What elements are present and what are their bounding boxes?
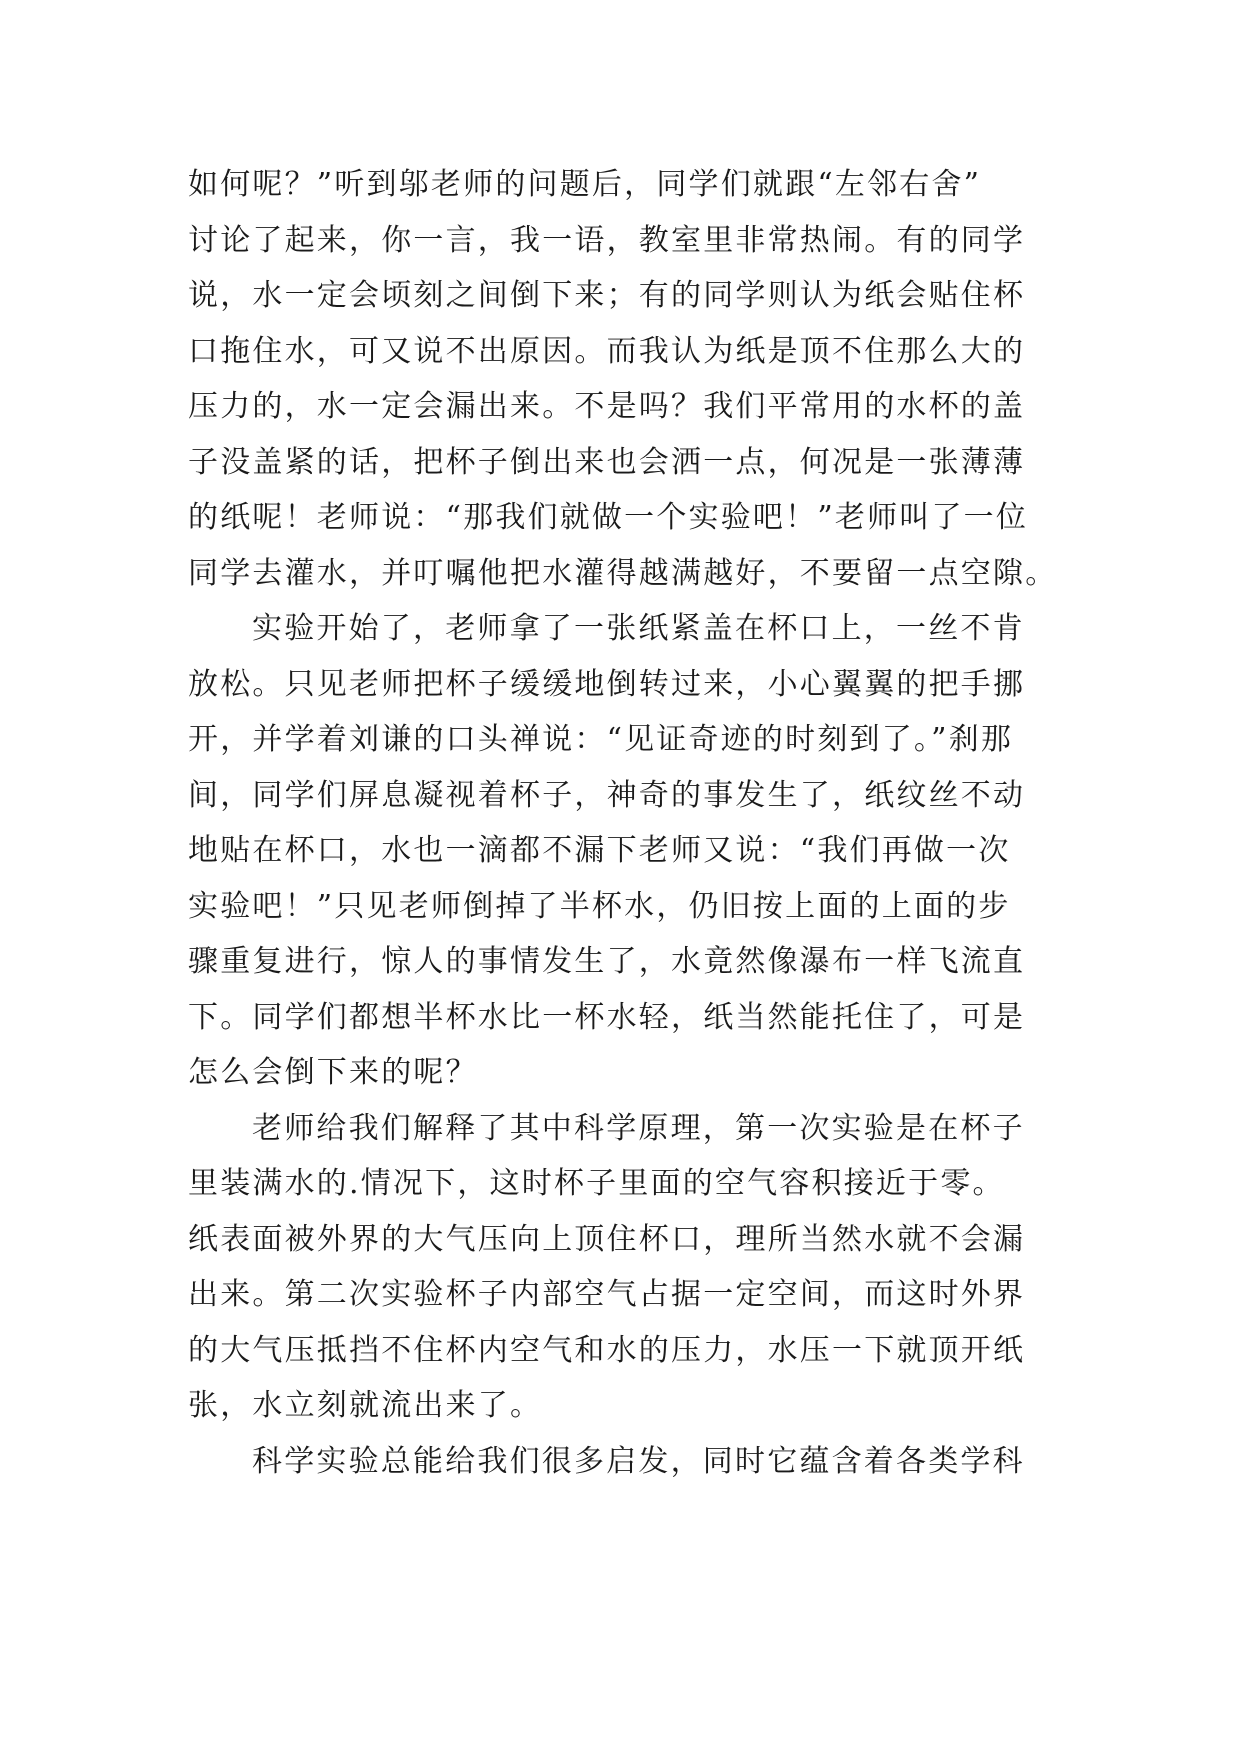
text-line: 开，并学着刘谦的口头禅说：“见证奇迹的时刻到了。”刹那 bbox=[188, 722, 1014, 757]
text-line: 的纸呢！老师说：“那我们就做一个实验吧！”老师叫了一位 bbox=[188, 500, 1029, 535]
text-line: 间，同学们屏息凝视着杯子，神奇的事发生了，纸纹丝不动 bbox=[188, 777, 1026, 813]
text-line: 出来。第二次实验杯子内部空气占据一定空间，而这时外界 bbox=[188, 1277, 1026, 1312]
paragraph-start-line: 老师给我们解释了其中科学原理，第一次实验是在杯子 bbox=[252, 1110, 1025, 1146]
text-line: 子没盖紧的话，把杯子倒出来也会洒一点，何况是一张薄薄 bbox=[188, 444, 1026, 480]
text-line: 地贴在杯口，水也一滴都不漏下老师又说：“我们再做一次 bbox=[188, 833, 1011, 868]
text-line: 里装满水的.情况下，这时杯子里面的空气容积接近于零。 bbox=[188, 1166, 1005, 1201]
text-line: 纸表面被外界的大气压向上顶住杯口，理所当然水就不会漏 bbox=[188, 1221, 1026, 1257]
text-line: 实验吧！”只见老师倒掉了半杯水，仍旧按上面的上面的步 bbox=[188, 888, 1011, 924]
text-line: 如何呢？”听到邬老师的问题后，同学们就跟“左邻右舍” bbox=[188, 167, 982, 202]
text-line: 同学去灌水，并叮嘱他把水灌得越满越好，不要留一点空隙。 bbox=[188, 555, 1058, 591]
text-line: 的大气压抵挡不住杯内空气和水的压力，水压一下就顶开纸 bbox=[188, 1332, 1026, 1368]
text-line: 骤重复进行，惊人的事情发生了，水竟然像瀑布一样飞流直 bbox=[188, 944, 1026, 979]
text-line: 讨论了起来，你一言，我一语，教室里非常热闹。有的同学 bbox=[188, 222, 1026, 258]
text-line: 口拖住水，可又说不出原因。而我认为纸是顶不住那么大的 bbox=[188, 333, 1026, 369]
text-line: 下。同学们都想半杯水比一杯水轻，纸当然能托住了，可是 bbox=[188, 999, 1026, 1035]
body-text bbox=[188, 157, 1058, 1489]
text-line: 说，水一定会顷刻之间倒下来；有的同学则认为纸会贴住杯 bbox=[188, 278, 1026, 313]
text-line: 张，水立刻就流出来了。 bbox=[188, 1388, 543, 1423]
text-line: 放松。只见老师把杯子缓缓地倒转过来，小心翼翼的把手挪 bbox=[188, 666, 1026, 702]
text-line: 压力的，水一定会漏出来。不是吗？我们平常用的水杯的盖 bbox=[188, 389, 1026, 424]
paragraph-start-line: 科学实验总能给我们很多启发，同时它蕴含着各类学科 bbox=[252, 1443, 1025, 1479]
paragraph-start-line: 实验开始了，老师拿了一张纸紧盖在杯口上，一丝不肯 bbox=[252, 611, 1025, 646]
text-line: 怎么会倒下来的呢？ bbox=[188, 1055, 478, 1090]
